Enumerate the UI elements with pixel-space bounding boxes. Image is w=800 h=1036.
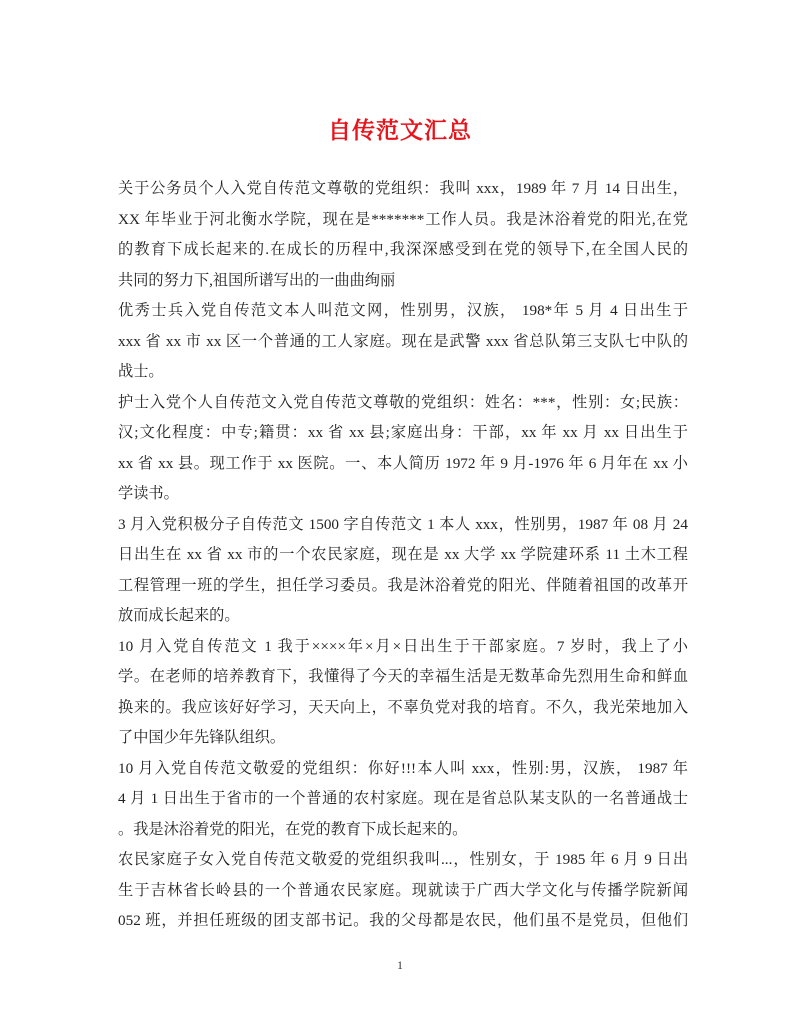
text-line: 052 班，并担任班级的团支部书记。我的父母都是农民，他们虽不是党员，但他们 [118, 912, 688, 929]
text-line: 。我是沐浴着党的阳光，在党的教育下成长起来的。 [118, 820, 468, 838]
text-line: 生于吉林省长岭县的一个普通农民家庭。现就读于广西大学文化与传播学院新闻 [118, 881, 688, 899]
paragraph [118, 632, 688, 754]
page-number: 1 [397, 958, 403, 972]
paragraph [118, 510, 688, 632]
paragraph [118, 754, 688, 846]
text-line: 学读书。 [118, 485, 179, 502]
text-line: XX 年毕业于河北衡水学院，现在是*******工作人员。我是沐浴着党的阳光,在党 [118, 210, 688, 228]
text-line: 放而成长起来的。 [118, 607, 240, 624]
paragraph [118, 845, 688, 937]
text-line: 日出生在 xx 省 xx 市的一个农民家庭，现在是 xx 大学 xx 学院建环系 11 土木工程 [118, 546, 688, 563]
text-line: 10 月入党自传范文 1 我于××××年×月×日出生于干部家庭。7 岁时，我上了小 [118, 637, 688, 655]
text-line: 共同的努力下,祖国所谱写出的一曲曲绚丽 [118, 271, 396, 289]
document-body [118, 174, 688, 937]
text-line: 护士入党个人自传范文入党自传范文尊敬的党组织：姓名：***，性别：女;民族： [118, 393, 688, 411]
text-line: 农民家庭子女入党自传范文敬爱的党组织我叫...，性别女，于 1985 年 6 月 9 日出 [118, 851, 688, 868]
text-line: 4 月 1 日出生于省市的一个普通的农村家庭。现在是省总队某支队的一名普通战士 [118, 790, 688, 807]
paragraph [118, 174, 688, 296]
text-line: 学。在老师的培养教育下，我懂得了今天的幸福生活是无数革命先烈用生命和鲜血 [118, 668, 688, 685]
text-line: 换来的。我应该好好学习，天天向上，不辜负党对我的培育。不久，我光荣地加入 [118, 698, 688, 716]
text-line: 关于公务员个人入党自传范文尊敬的党组织：我叫 xxx，1989 年 7 月 14 日出生， [118, 180, 688, 197]
text-line: 汉;文化程度：中专;籍贯：xx 省 xx 县;家庭出身：干部，xx 年 xx 月 xx 日出生于 [118, 424, 688, 441]
text-line: 的教育下成长起来的.在成长的历程中,我深深感受到在党的领导下,在全国人民的 [118, 241, 688, 258]
paragraph [118, 388, 688, 510]
text-line: 战士。 [118, 363, 164, 380]
text-line: xx 省 xx 县。现工作于 xx 医院。一、本人简历 1972 年 9 月-1976 年 6 月年在 xx 小 [118, 454, 688, 472]
text-line: 10 月入党自传范文敬爱的党组织：你好!!!本人叫 xxx，性别:男，汉族， 1987 年 [118, 759, 688, 777]
document-title: 自传范文汇总 [328, 118, 472, 143]
text-line: 优秀士兵入党自传范文本人叫范文网，性别男，汉族， 198*年 5 月 4 日出生于 [118, 302, 688, 319]
text-line: 3 月入党积极分子自传范文 1500 字自传范文 1 本人 xxx，性别男，1987 年 08 月 24 [118, 515, 688, 533]
paragraph [118, 296, 688, 388]
text-line: xxx 省 xx 市 xx 区一个普通的工人家庭。现在是武警 xxx 省总队第三支队七中队的 [118, 332, 688, 350]
text-line: 工程管理一班的学生，担任学习委员。我是沐浴着党的阳光、伴随着祖国的改革开 [118, 576, 688, 594]
text-line: 了中国少年先锋队组织。 [118, 729, 286, 746]
